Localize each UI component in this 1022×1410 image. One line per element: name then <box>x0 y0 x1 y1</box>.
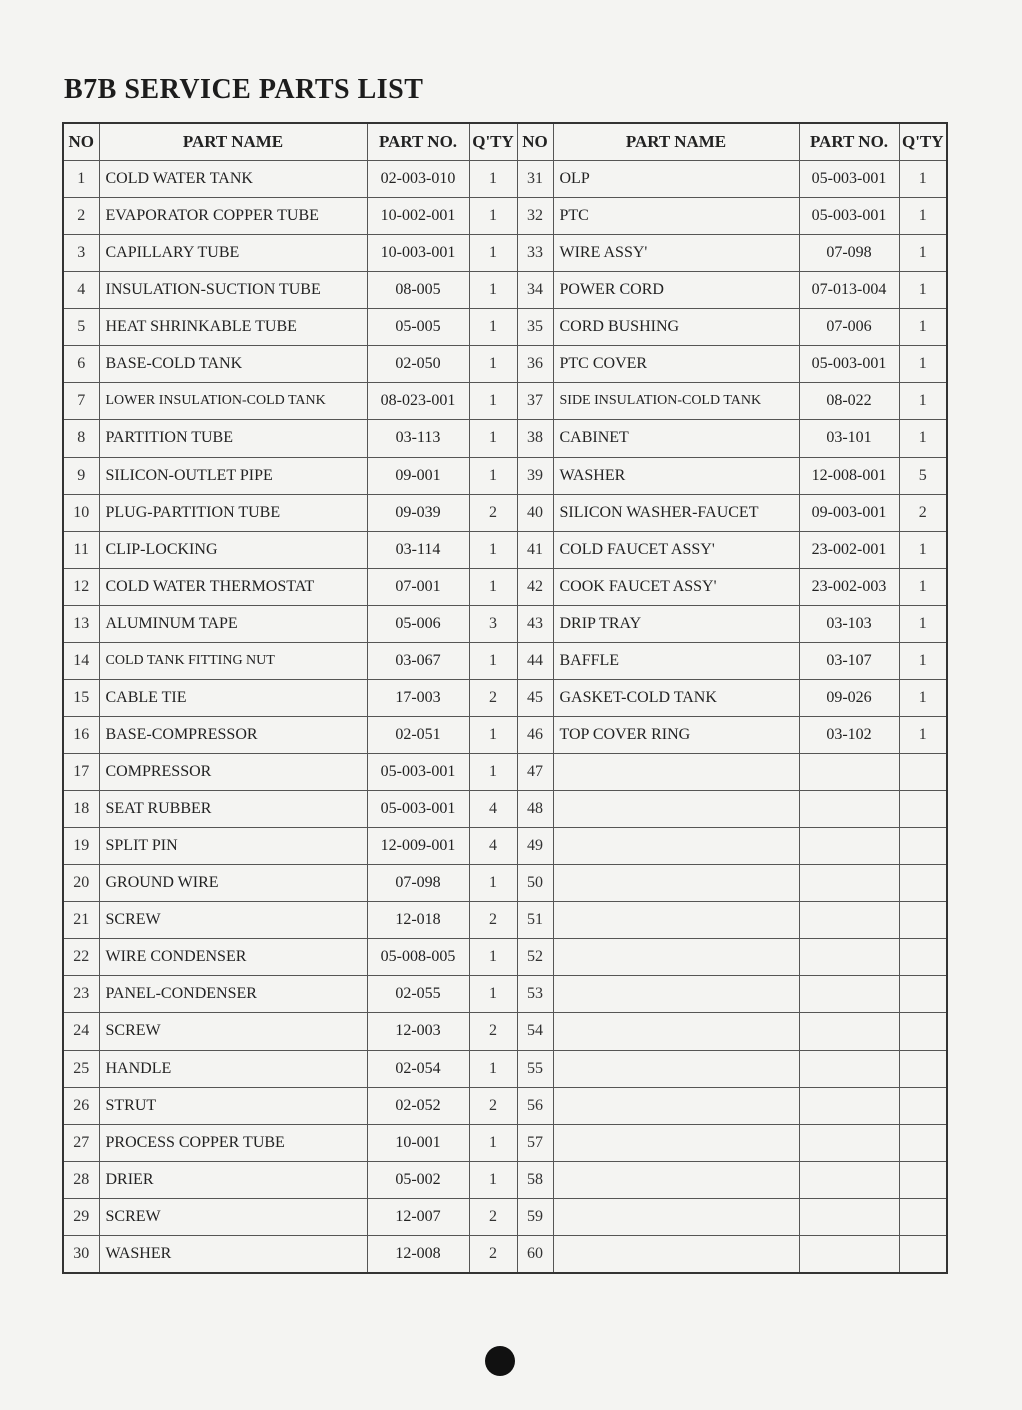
part-number: 03-067 <box>367 642 469 679</box>
table-row <box>63 1124 947 1161</box>
item-number: 42 <box>517 568 553 605</box>
part-name: CABLE TIE <box>99 679 367 716</box>
part-number: 05-003-001 <box>799 198 899 235</box>
part-number <box>799 902 899 939</box>
part-name: COLD WATER THERMOSTAT <box>99 568 367 605</box>
part-name <box>553 1013 799 1050</box>
quantity: 2 <box>899 494 947 531</box>
header-qty: Q'TY <box>899 123 947 161</box>
item-number: 29 <box>63 1198 99 1235</box>
item-number: 8 <box>63 420 99 457</box>
part-name: BASE-COLD TANK <box>99 346 367 383</box>
part-number: 12-008 <box>367 1235 469 1273</box>
item-number: 9 <box>63 457 99 494</box>
quantity: 1 <box>469 198 517 235</box>
quantity: 2 <box>469 1013 517 1050</box>
quantity <box>899 939 947 976</box>
item-number: 56 <box>517 1087 553 1124</box>
quantity <box>899 1198 947 1235</box>
table-row <box>63 1235 947 1273</box>
part-number <box>799 1235 899 1273</box>
item-number: 18 <box>63 791 99 828</box>
part-name: COMPRESSOR <box>99 754 367 791</box>
part-number <box>799 754 899 791</box>
part-name: COLD WATER TANK <box>99 161 367 198</box>
part-number: 03-114 <box>367 531 469 568</box>
part-number: 05-003-001 <box>367 754 469 791</box>
item-number: 57 <box>517 1124 553 1161</box>
part-name: GROUND WIRE <box>99 865 367 902</box>
quantity: 1 <box>469 568 517 605</box>
part-name: SPLIT PIN <box>99 828 367 865</box>
quantity: 1 <box>469 309 517 346</box>
table-row <box>63 1013 947 1050</box>
part-number <box>799 1013 899 1050</box>
part-number: 02-054 <box>367 1050 469 1087</box>
item-number: 39 <box>517 457 553 494</box>
table-row <box>63 1087 947 1124</box>
quantity <box>899 976 947 1013</box>
item-number: 45 <box>517 679 553 716</box>
table-row <box>63 1198 947 1235</box>
item-number: 44 <box>517 642 553 679</box>
part-number: 09-001 <box>367 457 469 494</box>
part-number: 10-001 <box>367 1124 469 1161</box>
header-part-name: PART NAME <box>553 123 799 161</box>
part-name: BAFFLE <box>553 642 799 679</box>
quantity: 1 <box>899 272 947 309</box>
part-name: HEAT SHRINKABLE TUBE <box>99 309 367 346</box>
item-number: 30 <box>63 1235 99 1273</box>
part-number: 02-052 <box>367 1087 469 1124</box>
item-number: 43 <box>517 605 553 642</box>
part-name: CAPILLARY TUBE <box>99 235 367 272</box>
part-name <box>553 976 799 1013</box>
quantity: 1 <box>899 309 947 346</box>
item-number: 4 <box>63 272 99 309</box>
item-number: 10 <box>63 494 99 531</box>
table-row <box>63 309 947 346</box>
quantity: 2 <box>469 1087 517 1124</box>
part-name: PANEL-CONDENSER <box>99 976 367 1013</box>
table-row <box>63 939 947 976</box>
part-number: 07-098 <box>799 235 899 272</box>
part-number: 17-003 <box>367 679 469 716</box>
part-number: 08-023-001 <box>367 383 469 420</box>
item-number: 36 <box>517 346 553 383</box>
table-row <box>63 1161 947 1198</box>
table-row <box>63 754 947 791</box>
header-part-name: PART NAME <box>99 123 367 161</box>
part-name <box>553 754 799 791</box>
header-row <box>63 123 947 161</box>
table-row <box>63 1050 947 1087</box>
quantity: 3 <box>469 605 517 642</box>
quantity: 1 <box>469 642 517 679</box>
quantity: 1 <box>899 605 947 642</box>
quantity <box>899 1087 947 1124</box>
item-number: 21 <box>63 902 99 939</box>
header-no: NO <box>63 123 99 161</box>
quantity: 2 <box>469 679 517 716</box>
quantity <box>899 828 947 865</box>
part-name: STRUT <box>99 1087 367 1124</box>
part-name: PLUG-PARTITION TUBE <box>99 494 367 531</box>
part-name: DRIP TRAY <box>553 605 799 642</box>
quantity: 1 <box>469 420 517 457</box>
table-row <box>63 605 947 642</box>
part-number: 08-022 <box>799 383 899 420</box>
quantity: 2 <box>469 1235 517 1273</box>
part-name <box>553 865 799 902</box>
quantity: 1 <box>899 198 947 235</box>
table-row <box>63 568 947 605</box>
parts-table-body <box>63 161 947 1274</box>
part-name: TOP COVER RING <box>553 716 799 753</box>
part-number: 02-055 <box>367 976 469 1013</box>
part-number: 12-009-001 <box>367 828 469 865</box>
item-number: 49 <box>517 828 553 865</box>
item-number: 47 <box>517 754 553 791</box>
part-number: 12-007 <box>367 1198 469 1235</box>
item-number: 13 <box>63 605 99 642</box>
part-name: POWER CORD <box>553 272 799 309</box>
part-name: CLIP-LOCKING <box>99 531 367 568</box>
quantity: 1 <box>469 1050 517 1087</box>
item-number: 24 <box>63 1013 99 1050</box>
part-number: 10-003-001 <box>367 235 469 272</box>
item-number: 52 <box>517 939 553 976</box>
item-number: 53 <box>517 976 553 1013</box>
part-name <box>553 828 799 865</box>
quantity: 4 <box>469 791 517 828</box>
part-number: 05-002 <box>367 1161 469 1198</box>
quantity: 1 <box>899 420 947 457</box>
item-number: 11 <box>63 531 99 568</box>
quantity: 1 <box>469 1124 517 1161</box>
item-number: 22 <box>63 939 99 976</box>
item-number: 59 <box>517 1198 553 1235</box>
quantity: 1 <box>899 235 947 272</box>
quantity: 1 <box>469 457 517 494</box>
part-number <box>799 939 899 976</box>
part-number: 05-008-005 <box>367 939 469 976</box>
part-name: SILICON-OUTLET PIPE <box>99 457 367 494</box>
part-number: 07-006 <box>799 309 899 346</box>
table-row <box>63 679 947 716</box>
item-number: 60 <box>517 1235 553 1273</box>
item-number: 32 <box>517 198 553 235</box>
part-number <box>799 1050 899 1087</box>
item-number: 14 <box>63 642 99 679</box>
table-row <box>63 494 947 531</box>
part-name <box>553 1198 799 1235</box>
part-name <box>553 1050 799 1087</box>
part-name <box>553 1124 799 1161</box>
part-number: 03-103 <box>799 605 899 642</box>
part-number <box>799 1124 899 1161</box>
table-row <box>63 235 947 272</box>
part-name: SEAT RUBBER <box>99 791 367 828</box>
quantity: 1 <box>899 642 947 679</box>
part-name: SCREW <box>99 1198 367 1235</box>
part-number: 05-003-001 <box>367 791 469 828</box>
part-name <box>553 1087 799 1124</box>
item-number: 27 <box>63 1124 99 1161</box>
quantity: 1 <box>899 161 947 198</box>
quantity <box>899 1161 947 1198</box>
part-number <box>799 976 899 1013</box>
quantity: 1 <box>469 976 517 1013</box>
part-name: WASHER <box>553 457 799 494</box>
part-name: LOWER INSULATION-COLD TANK <box>99 383 367 420</box>
quantity: 1 <box>469 716 517 753</box>
table-row <box>63 272 947 309</box>
part-number <box>799 865 899 902</box>
part-number <box>799 1161 899 1198</box>
part-name: HANDLE <box>99 1050 367 1087</box>
quantity: 1 <box>899 531 947 568</box>
part-name: GASKET-COLD TANK <box>553 679 799 716</box>
quantity: 1 <box>469 272 517 309</box>
quantity <box>899 754 947 791</box>
item-number: 35 <box>517 309 553 346</box>
part-name: INSULATION-SUCTION TUBE <box>99 272 367 309</box>
table-row <box>63 161 947 198</box>
quantity <box>899 791 947 828</box>
part-name <box>553 1161 799 1198</box>
header-part-no: PART NO. <box>367 123 469 161</box>
item-number: 20 <box>63 865 99 902</box>
part-number: 07-098 <box>367 865 469 902</box>
part-number: 09-039 <box>367 494 469 531</box>
part-number: 12-018 <box>367 902 469 939</box>
table-row <box>63 716 947 753</box>
part-number <box>799 1198 899 1235</box>
part-name: WIRE ASSY' <box>553 235 799 272</box>
item-number: 50 <box>517 865 553 902</box>
part-number <box>799 828 899 865</box>
part-name: CORD BUSHING <box>553 309 799 346</box>
item-number: 16 <box>63 716 99 753</box>
item-number: 31 <box>517 161 553 198</box>
table-row <box>63 457 947 494</box>
quantity: 1 <box>899 568 947 605</box>
item-number: 25 <box>63 1050 99 1087</box>
table-row <box>63 642 947 679</box>
part-name: COLD TANK FITTING NUT <box>99 642 367 679</box>
item-number: 37 <box>517 383 553 420</box>
part-number: 23-002-003 <box>799 568 899 605</box>
part-number: 02-050 <box>367 346 469 383</box>
item-number: 19 <box>63 828 99 865</box>
part-number: 05-003-001 <box>799 346 899 383</box>
part-number: 08-005 <box>367 272 469 309</box>
item-number: 38 <box>517 420 553 457</box>
part-number: 09-003-001 <box>799 494 899 531</box>
table-row <box>63 198 947 235</box>
part-number: 05-003-001 <box>799 161 899 198</box>
item-number: 33 <box>517 235 553 272</box>
item-number: 46 <box>517 716 553 753</box>
part-name <box>553 1235 799 1273</box>
part-name: CABINET <box>553 420 799 457</box>
part-number: 03-102 <box>799 716 899 753</box>
table-row <box>63 976 947 1013</box>
part-number: 07-013-004 <box>799 272 899 309</box>
quantity <box>899 1235 947 1273</box>
part-number <box>799 1087 899 1124</box>
part-name: SIDE INSULATION-COLD TANK <box>553 383 799 420</box>
part-number: 09-026 <box>799 679 899 716</box>
part-number: 12-003 <box>367 1013 469 1050</box>
item-number: 17 <box>63 754 99 791</box>
part-number: 05-006 <box>367 605 469 642</box>
part-number: 03-101 <box>799 420 899 457</box>
part-number: 23-002-001 <box>799 531 899 568</box>
quantity <box>899 902 947 939</box>
part-number: 12-008-001 <box>799 457 899 494</box>
quantity: 1 <box>899 383 947 420</box>
part-name: SCREW <box>99 902 367 939</box>
header-part-no: PART NO. <box>799 123 899 161</box>
quantity: 1 <box>469 1161 517 1198</box>
table-row <box>63 531 947 568</box>
item-number: 12 <box>63 568 99 605</box>
table-row <box>63 420 947 457</box>
quantity: 4 <box>469 828 517 865</box>
part-name: WIRE CONDENSER <box>99 939 367 976</box>
quantity <box>899 865 947 902</box>
part-name: BASE-COMPRESSOR <box>99 716 367 753</box>
quantity: 1 <box>469 754 517 791</box>
table-row <box>63 791 947 828</box>
part-name: COOK FAUCET ASSY' <box>553 568 799 605</box>
part-name: ALUMINUM TAPE <box>99 605 367 642</box>
quantity: 2 <box>469 902 517 939</box>
item-number: 6 <box>63 346 99 383</box>
part-name: DRIER <box>99 1161 367 1198</box>
part-number: 02-003-010 <box>367 161 469 198</box>
part-number: 03-113 <box>367 420 469 457</box>
item-number: 5 <box>63 309 99 346</box>
part-name <box>553 939 799 976</box>
table-row <box>63 346 947 383</box>
quantity: 1 <box>469 383 517 420</box>
part-name: OLP <box>553 161 799 198</box>
part-number: 03-107 <box>799 642 899 679</box>
item-number: 7 <box>63 383 99 420</box>
part-number: 10-002-001 <box>367 198 469 235</box>
item-number: 58 <box>517 1161 553 1198</box>
item-number: 15 <box>63 679 99 716</box>
item-number: 40 <box>517 494 553 531</box>
part-name: PROCESS COPPER TUBE <box>99 1124 367 1161</box>
item-number: 2 <box>63 198 99 235</box>
table-row <box>63 902 947 939</box>
item-number: 34 <box>517 272 553 309</box>
part-name <box>553 791 799 828</box>
parts-table <box>62 122 948 1274</box>
part-name: PTC COVER <box>553 346 799 383</box>
part-name: COLD FAUCET ASSY' <box>553 531 799 568</box>
part-name: PARTITION TUBE <box>99 420 367 457</box>
quantity: 1 <box>469 531 517 568</box>
part-number <box>799 791 899 828</box>
item-number: 26 <box>63 1087 99 1124</box>
part-number: 02-051 <box>367 716 469 753</box>
item-number: 28 <box>63 1161 99 1198</box>
page-marker-dot <box>485 1346 515 1376</box>
quantity: 1 <box>469 939 517 976</box>
item-number: 41 <box>517 531 553 568</box>
part-name: PTC <box>553 198 799 235</box>
item-number: 3 <box>63 235 99 272</box>
quantity: 1 <box>469 161 517 198</box>
quantity: 5 <box>899 457 947 494</box>
table-row <box>63 383 947 420</box>
item-number: 1 <box>63 161 99 198</box>
quantity <box>899 1013 947 1050</box>
quantity <box>899 1124 947 1161</box>
part-number: 07-001 <box>367 568 469 605</box>
page-title: B7B SERVICE PARTS LIST <box>64 74 424 105</box>
quantity: 2 <box>469 1198 517 1235</box>
header-no: NO <box>517 123 553 161</box>
table-row <box>63 865 947 902</box>
part-name <box>553 902 799 939</box>
quantity: 1 <box>469 235 517 272</box>
header-qty: Q'TY <box>469 123 517 161</box>
item-number: 55 <box>517 1050 553 1087</box>
part-name: EVAPORATOR COPPER TUBE <box>99 198 367 235</box>
quantity: 1 <box>899 679 947 716</box>
quantity: 1 <box>899 716 947 753</box>
table-row <box>63 828 947 865</box>
item-number: 54 <box>517 1013 553 1050</box>
part-number: 05-005 <box>367 309 469 346</box>
quantity: 1 <box>469 346 517 383</box>
quantity: 1 <box>899 346 947 383</box>
quantity <box>899 1050 947 1087</box>
item-number: 48 <box>517 791 553 828</box>
part-name: SCREW <box>99 1013 367 1050</box>
item-number: 51 <box>517 902 553 939</box>
part-name: SILICON WASHER-FAUCET <box>553 494 799 531</box>
quantity: 2 <box>469 494 517 531</box>
part-name: WASHER <box>99 1235 367 1273</box>
item-number: 23 <box>63 976 99 1013</box>
quantity: 1 <box>469 865 517 902</box>
